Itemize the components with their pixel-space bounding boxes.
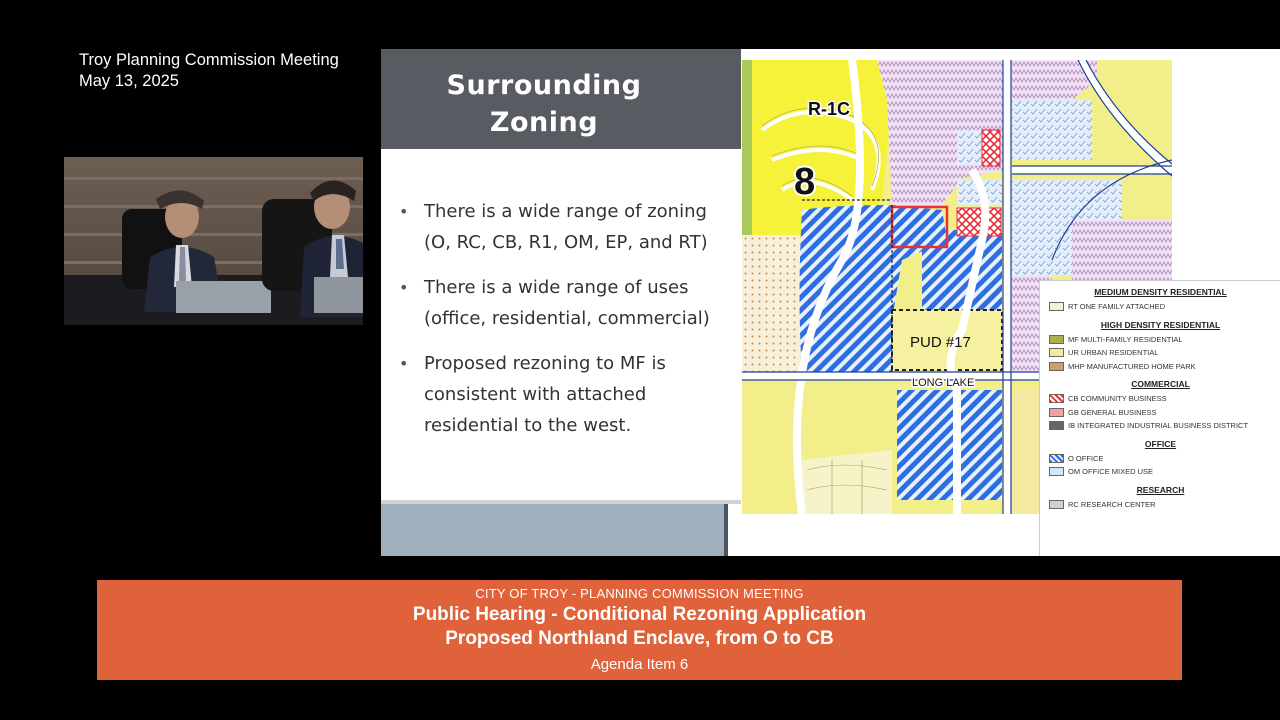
camera-feed bbox=[64, 157, 363, 325]
legend-item-label: UR URBAN RESIDENTIAL bbox=[1068, 348, 1159, 358]
slide-title bbox=[381, 67, 707, 141]
legend-section-title: HIGH DENSITY RESIDENTIAL bbox=[1100, 319, 1221, 330]
meeting-title: Troy Planning Commission Meeting bbox=[79, 51, 339, 69]
legend-item bbox=[1040, 406, 1280, 420]
map-label-road: LONG LAKE bbox=[912, 377, 975, 389]
slide-footer-gap bbox=[724, 504, 728, 556]
lower-third-banner bbox=[97, 580, 1182, 680]
legend-swatch bbox=[1049, 394, 1064, 403]
legend-swatch bbox=[1049, 421, 1064, 430]
legend-item-label: O OFFICE bbox=[1068, 453, 1104, 463]
legend-section-title: RESEARCH bbox=[1136, 484, 1185, 495]
legend-item-label: GB GENERAL BUSINESS bbox=[1068, 407, 1157, 417]
legend-item bbox=[1040, 333, 1280, 347]
legend-item-label: OM OFFICE MIXED USE bbox=[1068, 467, 1154, 477]
legend-item bbox=[1040, 465, 1280, 479]
legend-item bbox=[1040, 452, 1280, 466]
map-label-district: R-1C bbox=[808, 99, 851, 119]
meeting-date: May 13, 2025 bbox=[79, 72, 179, 90]
banner-title-line1: Public Hearing - Conditional Rezoning Application bbox=[412, 604, 867, 625]
legend-item bbox=[1040, 498, 1280, 512]
map-legend bbox=[1039, 280, 1280, 556]
bullet-item: • There is a wide range of zoning (O, RC, CB, R1, OM, EP, and RT) bbox=[399, 196, 739, 258]
legend-section-title: COMMERCIAL bbox=[1131, 379, 1190, 389]
legend-swatch bbox=[1049, 302, 1064, 311]
legend-swatch bbox=[1049, 467, 1064, 476]
legend-swatch bbox=[1049, 408, 1064, 417]
legend-item bbox=[1040, 346, 1280, 360]
camera-feed-image bbox=[64, 157, 363, 325]
banner-title-line2: Proposed Northland Enclave, from O to CB bbox=[445, 628, 834, 649]
meeting-title-block bbox=[79, 50, 339, 92]
legend-swatch bbox=[1049, 454, 1064, 463]
map-label-section: 8 bbox=[794, 161, 816, 203]
legend-item bbox=[1040, 300, 1280, 314]
legend-item bbox=[1040, 392, 1280, 406]
legend-item bbox=[1040, 360, 1280, 374]
banner-org: CITY OF TROY - PLANNING COMMISSION MEETING bbox=[475, 586, 804, 601]
legend-section-title: OFFICE bbox=[1144, 438, 1177, 449]
bullet-item: • There is a wide range of uses (office, residential, commercial) bbox=[399, 272, 739, 334]
legend-item-label: CB COMMUNITY BUSINESS bbox=[1068, 394, 1167, 404]
legend-item bbox=[1040, 419, 1280, 433]
legend-item-label: RC RESEARCH CENTER bbox=[1068, 499, 1156, 509]
slide-footer-bar bbox=[381, 504, 724, 556]
legend-item-label: MHP MANUFACTURED HOME PARK bbox=[1068, 361, 1196, 371]
slide-title-line2: Zoning bbox=[489, 107, 599, 138]
legend-swatch bbox=[1049, 348, 1064, 357]
banner-agenda-item: Agenda Item 6 bbox=[590, 656, 689, 673]
slide-title-line1: Surrounding bbox=[446, 70, 642, 101]
legend-item-label: RT ONE FAMILY ATTACHED bbox=[1068, 302, 1166, 312]
legend-section-title: MEDIUM DENSITY RESIDENTIAL bbox=[1094, 287, 1227, 297]
legend-swatch bbox=[1049, 335, 1064, 344]
legend-swatch bbox=[1049, 362, 1064, 371]
map-label-pud: PUD #17 bbox=[910, 334, 971, 351]
legend-swatch bbox=[1049, 500, 1064, 509]
slide-bullet-list bbox=[399, 196, 739, 455]
bullet-item: • Proposed rezoning to MF is consistent with attached residential to the west. bbox=[399, 348, 739, 441]
legend-item-label: IB INTEGRATED INDUSTRIAL BUSINESS DISTRICT bbox=[1068, 421, 1249, 431]
legend-item-label: MF MULTI-FAMILY RESIDENTIAL bbox=[1068, 334, 1183, 344]
presentation-slide bbox=[381, 49, 1280, 556]
